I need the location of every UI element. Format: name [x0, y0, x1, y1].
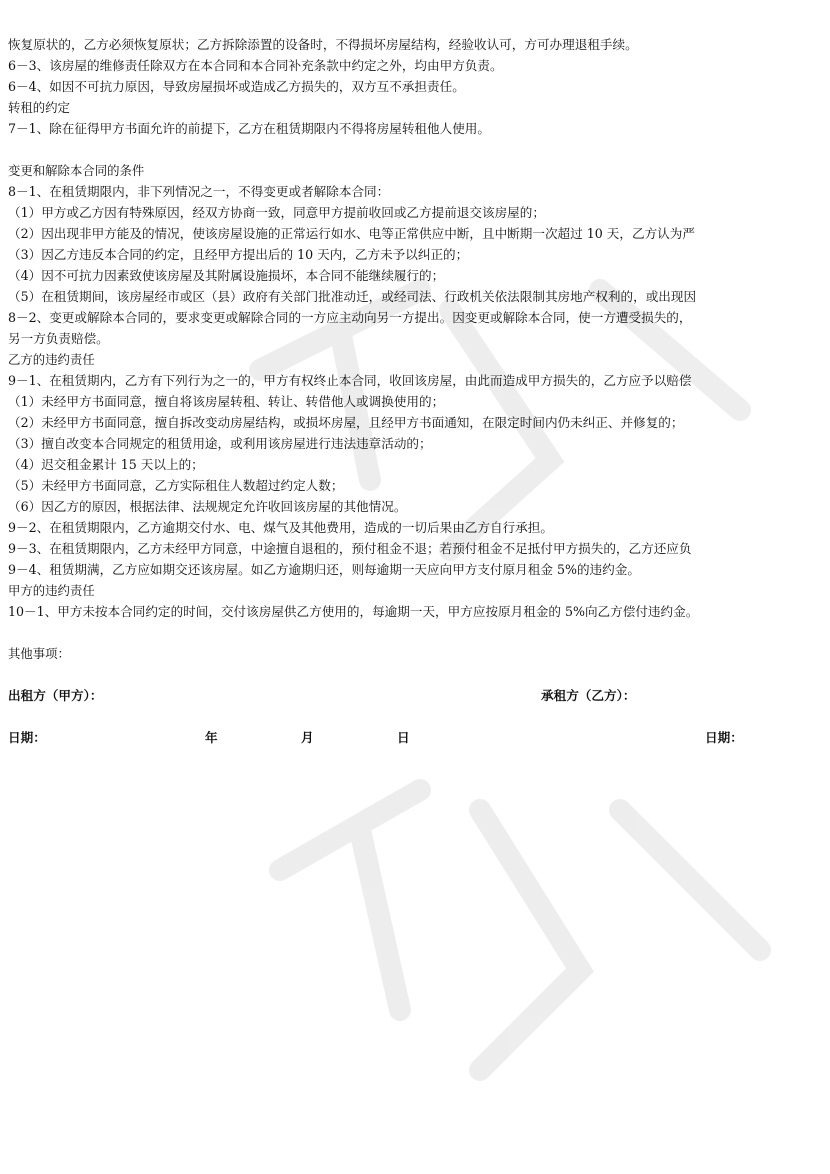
clause-9-1-item-6: （6）因乙方的原因，根据法律、法规规定允许收回该房屋的其他情况。 [8, 499, 407, 514]
clause-8-1-item-3: （3）因乙方违反本合同的约定，且经甲方提出后的 10 天内，乙方未予以纠正的； [8, 247, 469, 262]
clause-10-1: 10－1、甲方未按本合同约定的时间，交付该房屋供乙方使用的，每逾期一天，甲方应按原月租金的 5%向乙方偿付违约金。 [8, 604, 699, 619]
clause-9-1-item-1: （1）未经甲方书面同意，擅自将该房屋转租、转让、转借他人或调换使用的； [8, 394, 445, 409]
clause-9-2: 9－2、在租赁期限内，乙方逾期交付水、电、煤气及其他费用，造成的一切后果由乙方自行承担。 [8, 520, 553, 535]
clause-9-1-item-4: （4）迟交租金累计 15 天以上的； [8, 457, 204, 472]
date-label-lessor: 日期： [8, 730, 46, 745]
clause-8-2: 8－2、变更或解除本合同的，要求变更或解除合同的一方应主动向另一方提出。因变更或解除本合同，使一方遭受损失的， [8, 310, 692, 325]
clause-6-4: 6－4、如因不可抗力原因，导致房屋损坏或造成乙方损失的，双方互不承担责任。 [8, 79, 465, 94]
section-heading-lessee-liability: 乙方的违约责任 [8, 352, 95, 367]
lessor-label: 出租方（甲方）： [8, 688, 103, 703]
section-heading-change-termination: 变更和解除本合同的条件 [8, 163, 145, 178]
clause-7-1: 7－1、除在征得甲方书面允许的前提下，乙方在租赁期限内不得将房屋转租他人使用。 [8, 121, 490, 136]
clause-8-1-item-1: （1）甲方或乙方因有特殊原因，经双方协商一致，同意甲方提前收回或乙方提前退交该房屋的； [8, 205, 545, 220]
clause-9-1-item-2: （2）未经甲方书面同意，擅自拆改变动房屋结构，或损坏房屋，且经甲方书面通知，在限定时间内仍未纠正、并修复的； [8, 415, 684, 430]
date-year-label: 年 [205, 730, 218, 745]
text-line: 恢复原状的，乙方必须恢复原状；乙方拆除添置的设备时，不得损坏房屋结构，经验收认可，方可办理退租手续。 [8, 37, 638, 52]
lessee-label: 承租方（乙方）： [541, 688, 636, 703]
clause-9-3: 9－3、在租赁期限内，乙方未经甲方同意，中途擅自退租的，预付租金不退；若预付租金不足抵付甲方损失的，乙方还应负 [8, 541, 692, 556]
other-matters-heading: 其他事项： [8, 646, 70, 661]
clause-9-1-item-3: （3）擅自改变本合同规定的租赁用途，或利用该房屋进行违法违章活动的； [8, 436, 432, 451]
date-month-label: 月 [301, 730, 314, 745]
clause-8-1-item-2: （2）因出现非甲方能及的情况，使该房屋设施的正常运行如水、电等正常供应中断，且中断期一次超过 10 天，乙方认为严 [8, 226, 695, 241]
blank-line [8, 664, 830, 685]
document-body [8, 34, 830, 748]
clause-9-1-item-5: （5）未经甲方书面同意，乙方实际租住人数超过约定人数； [8, 478, 344, 493]
clause-6-3: 6－3、该房屋的维修责任除双方在本合同和本合同补充条款中约定之外，均由甲方负责。 [8, 58, 503, 73]
clause-8-1-item-5: （5）在租赁期间，该房屋经市或区（县）政府有关部门批准动迁，或经司法、行政机关依法限制其房地产权利的，或出现因 [8, 289, 697, 304]
clause-9-1: 9－1、在租赁期内，乙方有下列行为之一的，甲方有权终止本合同，收回该房屋，由此而造成甲方损失的，乙方应予以赔偿 [8, 373, 692, 388]
clause-9-4: 9－4、租赁期满，乙方应如期交还该房屋。如乙方逾期归还，则每逾期一天应向甲方支付原月租金 5%的违约金。 [8, 562, 640, 577]
clause-8-1-item-4: （4）因不可抗力因素致使该房屋及其附属设施损坏，本合同不能继续履行的； [8, 268, 445, 283]
blank-line [8, 139, 830, 160]
blank-line [8, 706, 830, 727]
date-label-lessee: 日期： [705, 730, 743, 745]
section-heading-sublease: 转租的约定 [8, 100, 70, 115]
blank-line [8, 622, 830, 643]
date-day-label: 日 [397, 730, 410, 745]
clause-8-2-continued: 另一方负责赔偿。 [8, 331, 109, 346]
date-row [8, 727, 830, 748]
signature-row [8, 685, 830, 706]
clause-8-1: 8－1、在租赁期限内，非下列情况之一，不得变更或者解除本合同： [8, 184, 390, 199]
section-heading-lessor-liability: 甲方的违约责任 [8, 583, 95, 598]
